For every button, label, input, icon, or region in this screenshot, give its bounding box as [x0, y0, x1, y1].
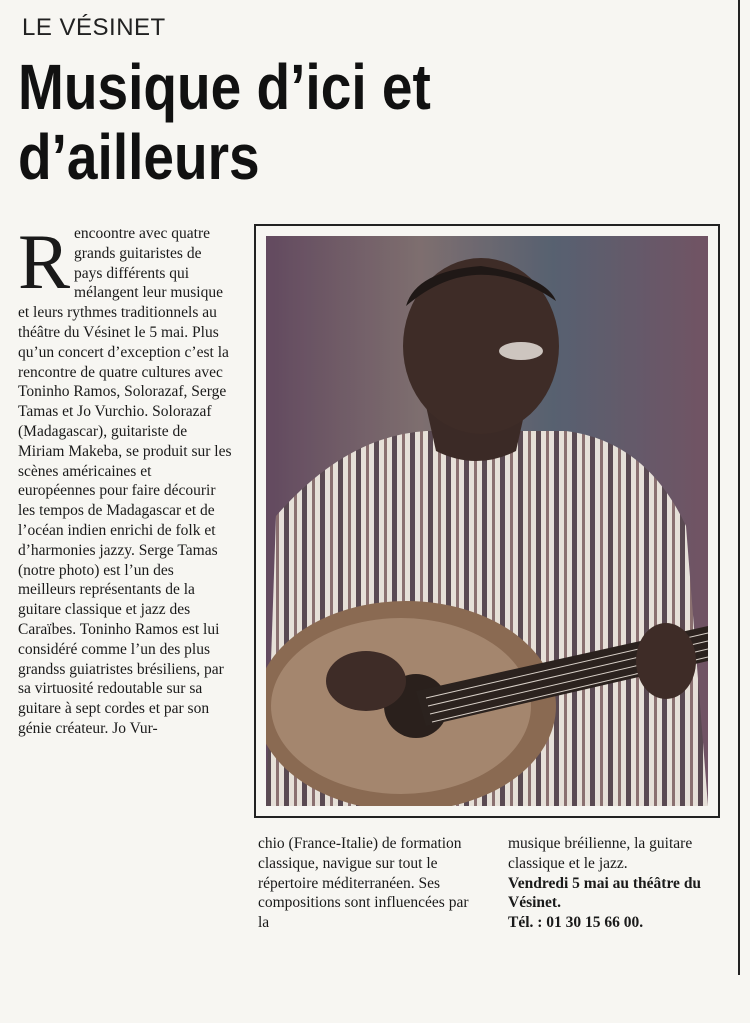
photo-frame: [254, 224, 720, 818]
article-body-3: musique bréilienne, la guitare classique et le jazz.: [508, 835, 693, 872]
headline: Musique d’ici et d’ailleurs: [18, 51, 431, 193]
section-rubric: LE VÉSINET: [22, 14, 166, 41]
musician-photo: [266, 236, 708, 806]
drop-cap: R: [18, 218, 71, 305]
column-rule: [738, 0, 740, 975]
article-body-1: encoontre avec quatre grands guitaristes de pays différents qui mélangent leur musique et leurs rythmes traditionnels au théâtre du Vésinet le 5 mai. Plus qu’un concert d’exception c’est la rencontre de quatre cultures avec Toninho Ramos, Solorazaf, Serge Tamas et Jo Vurchio. Solorazaf (Madagascar), guitariste de Miriam Makeba, se produit sur les scènes américaines et européennes pour faire décourir les tempos de Madagascar et de l’océan indien enrichi de folk et d’harmonies jazzy. Serge Tamas (notre photo) est l’un des meilleurs représentants de la guitare classique et jazz des Caraïbes. Toninho Ramos est lui considéré comme l’un des plus grandss guiatristes brésiliens, par sa virtuosité redoutable sur sa guitare à sept cordes et par son génie créateur. Jo Vur-: [18, 225, 232, 737]
event-phone: Tél. : 01 30 15 66 00.: [508, 914, 644, 932]
event-date: Vendredi 5 mai au théâtre du Vésinet.: [508, 874, 702, 912]
article-column-3: [508, 834, 722, 933]
article-body-2: chio (France-Italie) de formation classique, navigue sur tout le répertoire méditerranéen. Ses compositions sont influencées par la: [258, 835, 469, 932]
article-column-1: [18, 218, 232, 739]
